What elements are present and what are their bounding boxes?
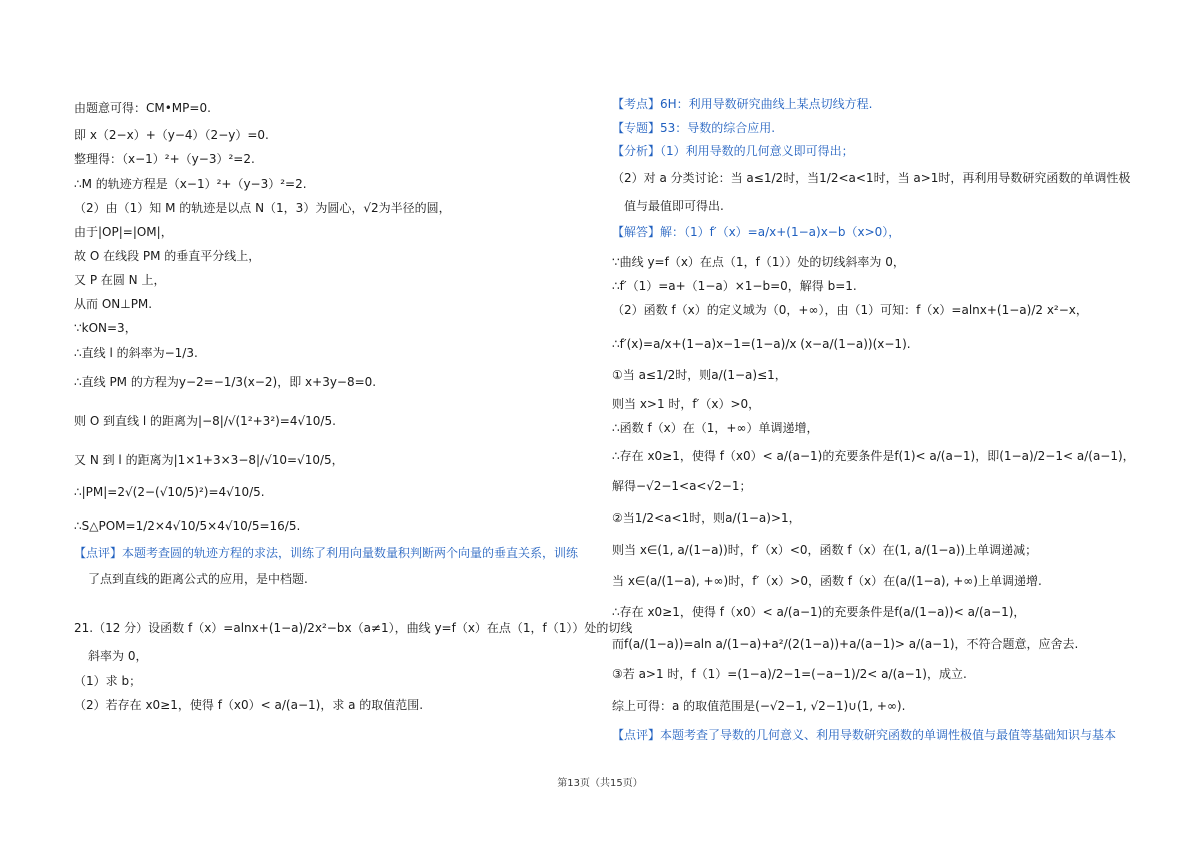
- text-line: （2）对 a 分类讨论：当 a≤1/2时，当1/2<a<1时，当 a>1时，再利用导数研究函数的单调性极: [612, 171, 1131, 185]
- text-line: ②当1/2<a<1时，则a/(1−a)>1，: [612, 511, 801, 525]
- comment-line: 【点评】本题考查了导数的几何意义、利用导数研究函数的单调性极值与最值等基础知识与基本: [612, 728, 1117, 742]
- solution-line: 【解答】解：（1）f′（x）=a/x+(1−a)x−b（x>0），: [612, 225, 901, 239]
- text-line: 故 O 在线段 PM 的垂直平分线上，: [74, 249, 261, 263]
- analysis-line: 【分析】（1）利用导数的几何意义即可得出；: [612, 144, 854, 158]
- text-line: 则当 x>1 时，f′（x）>0，: [612, 397, 761, 411]
- text-line: 则 O 到直线 l 的距离为|−8|/√(1²+3²)=4√10/5.: [74, 414, 336, 428]
- text-line: ∴S△POM=1/2×4√10/5×4√10/5=16/5.: [74, 519, 301, 533]
- text-line: 由于|OP|=|OM|，: [74, 225, 173, 239]
- text-line: ∴M 的轨迹方程是（x−1）²+（y−3）²=2.: [74, 177, 307, 191]
- text-line: 值与最值即可得出.: [624, 199, 724, 213]
- text-line: ∴f′(x)=a/x+(1−a)x−1=(1−a)/x (x−a/(1−a))(x−1).: [612, 337, 911, 351]
- text-line: ∴函数 f（x）在（1，+∞）单调递增，: [612, 421, 819, 435]
- text-line: 斜率为 0，: [88, 649, 148, 663]
- page-footer: 第13页（共15页）: [557, 778, 643, 789]
- text-line: 又 N 到 l 的距离为|1×1+3×3−8|/√10=√10/5，: [74, 453, 344, 467]
- text-line: ③若 a>1 时，f（1）=(1−a)/2−1=(−a−1)/2< a/(a−1)，成立.: [612, 667, 967, 681]
- text-line: ∴直线 PM 的方程为y−2=−1/3(x−2)，即 x+3y−8=0.: [74, 375, 377, 389]
- text-line: ∴直线 l 的斜率为−1/3.: [74, 346, 198, 360]
- text-line: ∴存在 x0≥1，使得 f（x0）< a/(a−1)的充要条件是f(a/(1−a))< a/(a−1)，: [612, 605, 1026, 619]
- topic-line: 【考点】6H：利用导数研究曲线上某点切线方程.: [612, 97, 873, 111]
- text-line: 从而 ON⊥PM.: [74, 297, 153, 311]
- text-line: 即 x（2−x）+（y−4）（2−y）=0.: [74, 128, 269, 142]
- text-line: ①当 a≤1/2时，则a/(1−a)≤1，: [612, 368, 787, 382]
- text-line: 整理得：（x−1）²+（y−3）²=2.: [74, 152, 255, 166]
- text-line: （2）若存在 x0≥1，使得 f（x0）< a/(a−1)，求 a 的取值范围.: [74, 698, 424, 712]
- text-line: （2）由（1）知 M 的轨迹是以点 N（1，3）为圆心，√2为半径的圆，: [74, 201, 451, 215]
- text-line: 解得−√2−1<a<√2−1；: [612, 479, 752, 493]
- text-line: ∴存在 x0≥1，使得 f（x0）< a/(a−1)的充要条件是f(1)< a/(a−1)，即(1−a)/2−1< a/(a−1)，: [612, 449, 1135, 463]
- question-line: 21.（12 分）设函数 f（x）=alnx+(1−a)/2x²−bx（a≠1），曲线 y=f（x）在点（1，f（1））处的切线: [74, 621, 633, 635]
- text-line: 则当 x∈(1, a/(1−a))时，f′（x）<0，函数 f（x）在(1, a/(1−a))上单调递减；: [612, 543, 1038, 557]
- text-line: 而f(a/(1−a))=aln a/(1−a)+a²/(2(1−a))+a/(a−1)> a/(a−1)，不符合题意，应舍去.: [612, 637, 1079, 651]
- text-line: ∴|PM|=2√(2−(√10/5)²)=4√10/5.: [74, 485, 265, 499]
- text-line: 了点到直线的距离公式的应用，是中档题.: [88, 572, 308, 586]
- text-line: 当 x∈(a/(1−a), +∞)时，f′（x）>0，函数 f（x）在(a/(1−a), +∞)上单调递增.: [612, 574, 1042, 588]
- subject-line: 【专题】53：导数的综合应用.: [612, 121, 776, 135]
- text-line: （2）函数 f（x）的定义域为（0，+∞），由（1）可知：f（x）=alnx+(1−a)/2 x²−x，: [612, 303, 1088, 317]
- text-line: ∴f′（1）=a+（1−a）×1−b=0，解得 b=1.: [612, 279, 857, 293]
- text-line: ∵曲线 y=f（x）在点（1，f（1））处的切线斜率为 0，: [612, 255, 905, 269]
- text-line: 又 P 在圆 N 上，: [74, 273, 166, 287]
- text-line: （1）求 b；: [74, 674, 142, 688]
- comment-line: 【点评】本题考查圆的轨迹方程的求法，训练了利用向量数量积判断两个向量的垂直关系，训练: [74, 546, 579, 560]
- text-line: ∵kON=3，: [74, 321, 137, 335]
- text-line: 由题意可得：CM•MP=0.: [74, 101, 211, 115]
- text-line: 综上可得：a 的取值范围是(−√2−1, √2−1)∪(1, +∞).: [612, 699, 906, 713]
